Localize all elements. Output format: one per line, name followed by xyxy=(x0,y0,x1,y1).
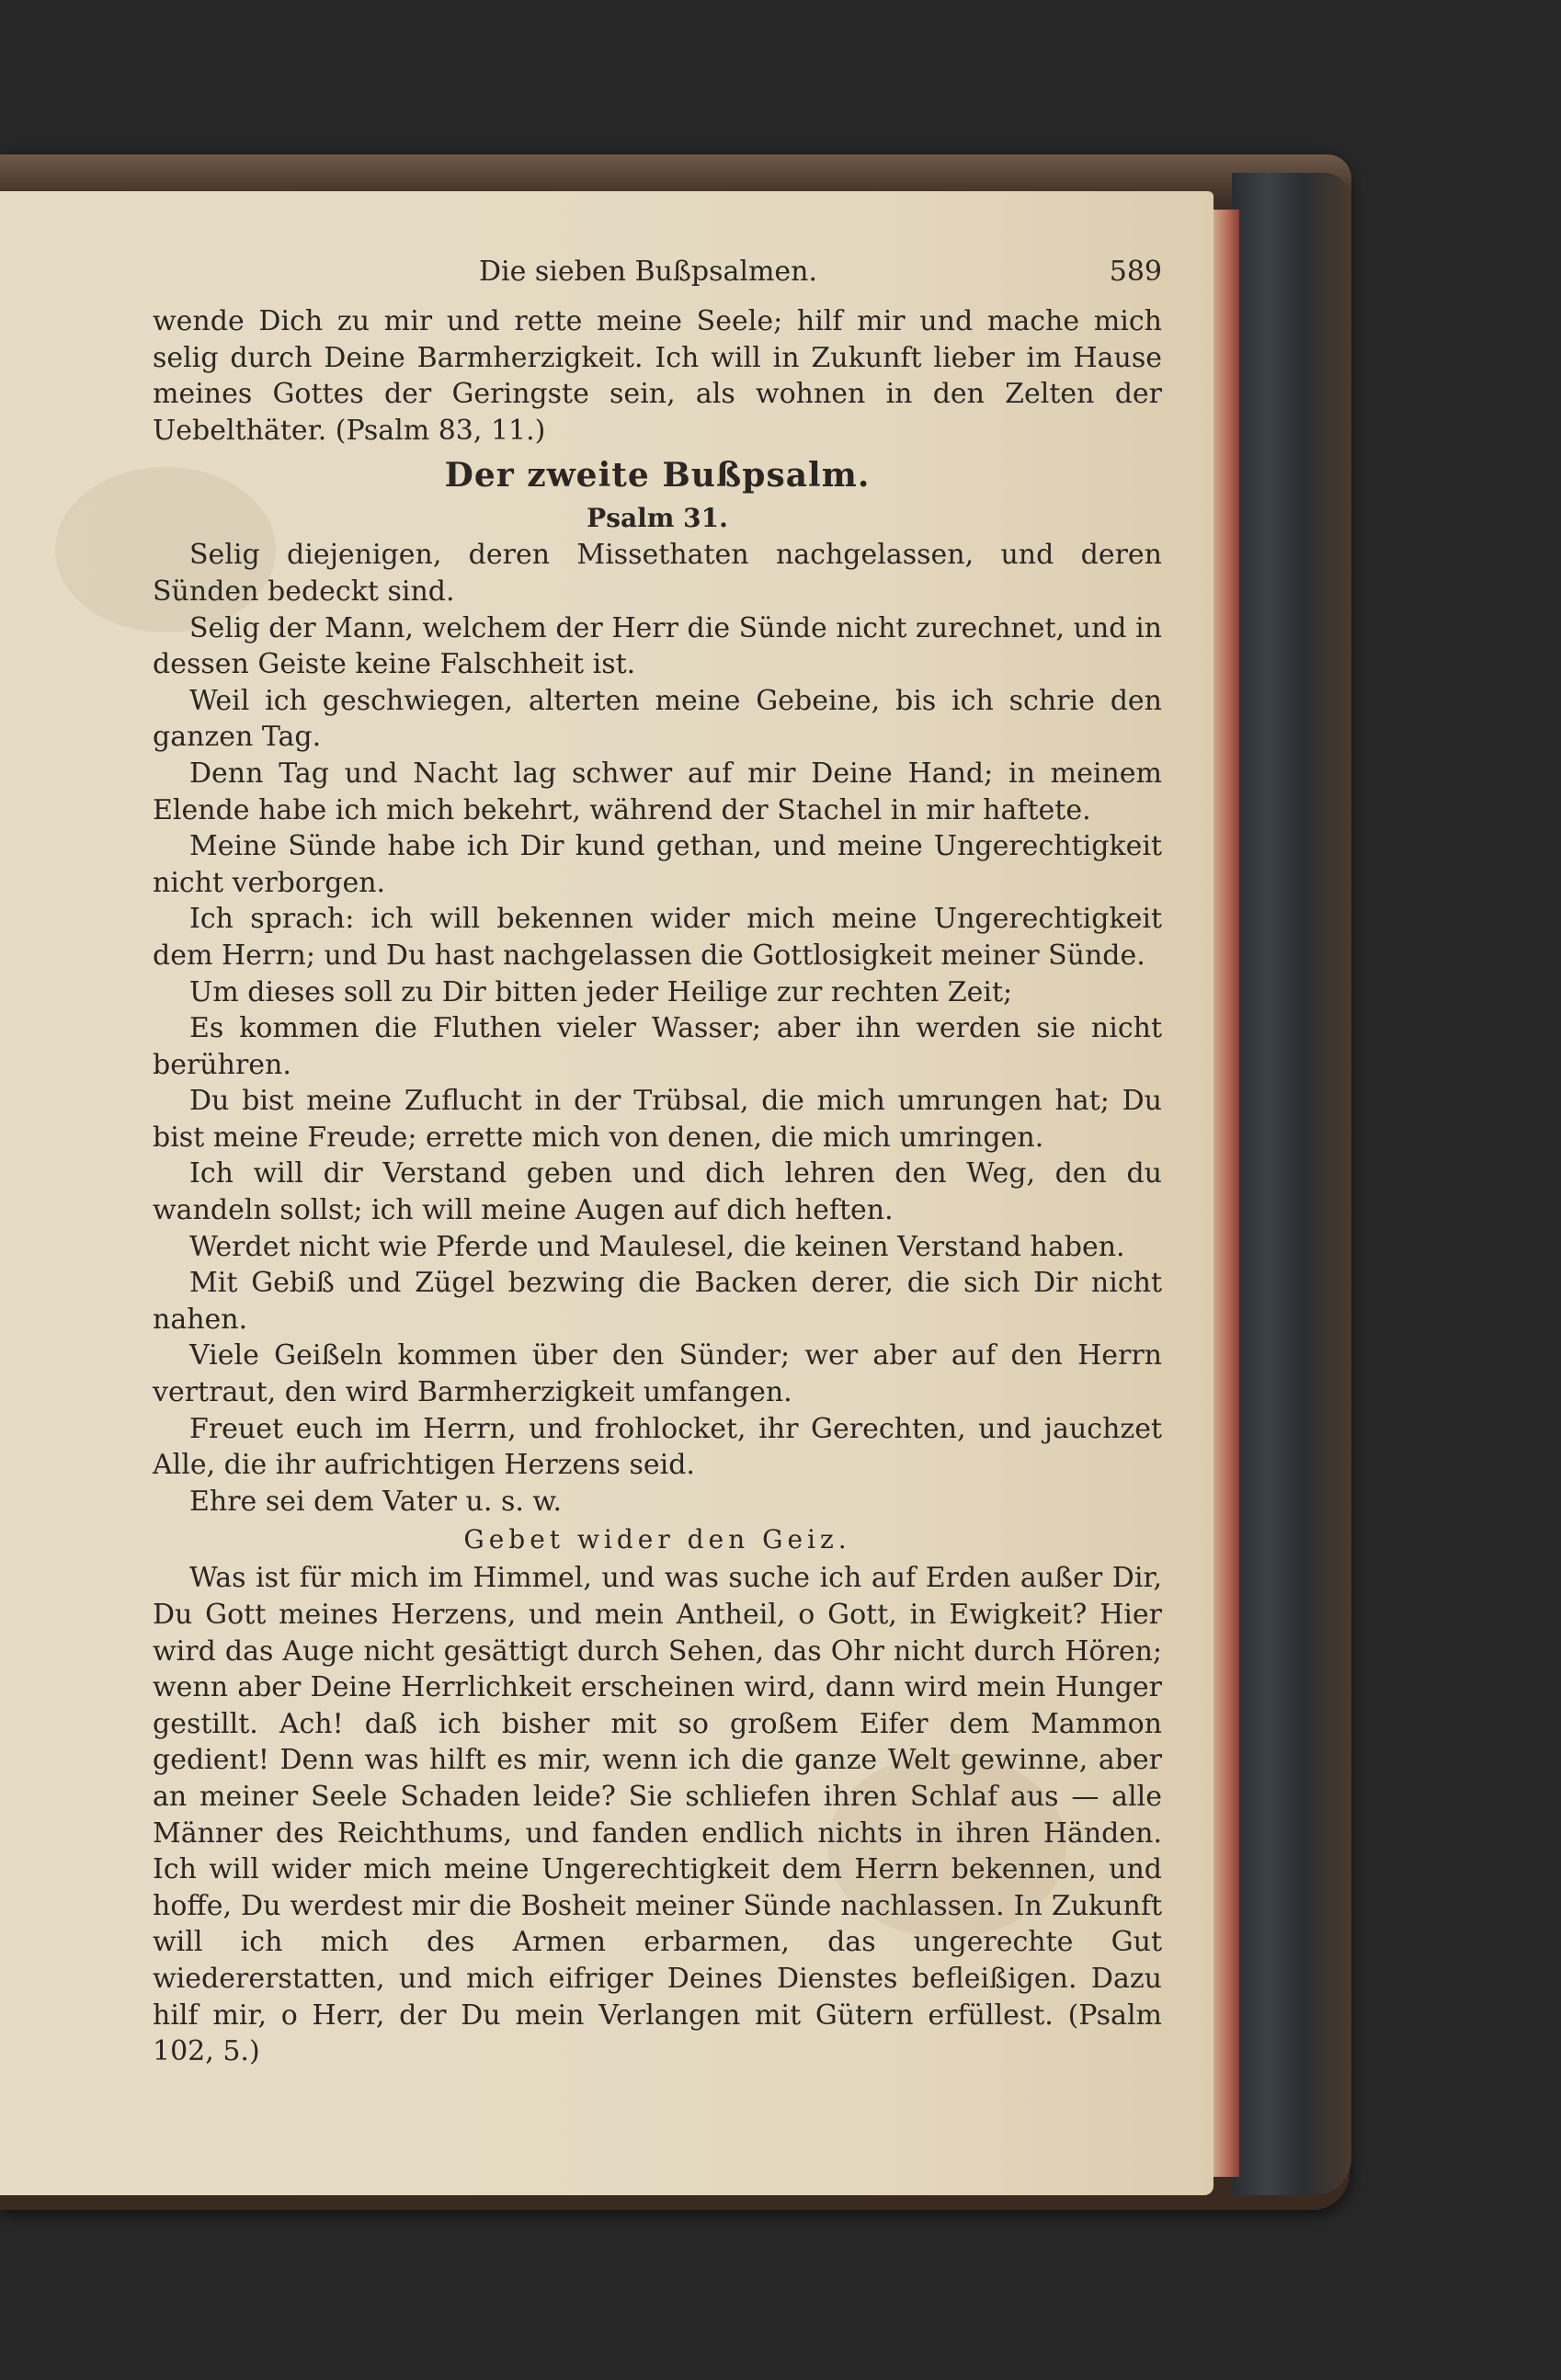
verse: Du bist meine Zuflucht in der Trübsal, die mich umrungen hat; Du bist meine Freude; errette mich von denen, die mich umringen. xyxy=(153,1085,1162,1154)
verse: Denn Tag und Nacht lag schwer auf mir Deine Hand; in meinem Elende habe ich mich bekehrt, während der Stachel in mir haftete. xyxy=(153,757,1162,826)
book-spine xyxy=(1232,173,1351,2195)
prayer-title: Gebet wider den Geiz. xyxy=(463,1524,851,1555)
book-page xyxy=(0,191,1213,2195)
verse: Selig diejenigen, deren Missethaten nachgelassen, und deren Sünden bedeckt sind. xyxy=(153,539,1162,608)
prayer-paragraph: Was ist für mich im Himmel, und was suche ich auf Erden außer Dir, Du Gott meines Herzens, und mein Antheil, o Gott, in Ewigkeit? Hier wird das Auge nicht gesättigt durch Sehen, das Ohr nicht durch Hören; wenn aber Deine Herrlichkeit erscheinen wird, dann wird mein Hunger gestillt. Ach! daß ich bisher mit so großem Eifer dem Mammon gedient! Denn was hilft es mir, wenn ich die ganze Welt gewinne, aber an meiner Seele Schaden leide? Sie schliefen ihren Schlaf aus — alle Männer des Reichthums, und fanden endlich nichts in ihren Händen. Ich will wider mich meine Ungerechtigkeit dem Herrn bekennen, und hoffe, Du werdest mir die Bosheit meiner Sünde nachlassen. In Zukunft will ich mich des Armen erbarmen, das ungerechte Gut wiedererstatten, und mich eifriger Deines Dienstes befleißigen. Dazu hilf mir, o Herr, der Du mein Verlangen mit Gütern erfüllest. (Psalm 102, 5.) xyxy=(153,1562,1162,2068)
verse: Ich sprach: ich will bekennen wider mich meine Ungerechtigkeit dem Herrn; und Du hast nachgelassen die Gottlosigkeit meiner Sünde. xyxy=(153,903,1162,972)
verse: Freuet euch im Herrn, und frohlocket, ihr Gerechten, und jauchzet Alle, die ihr aufrichtigen Herzens seid. xyxy=(153,1412,1162,1482)
verse: Viele Geißeln kommen über den Sünder; wer aber auf den Herrn vertraut, den wird Barmherzigkeit umfangen. xyxy=(153,1339,1162,1409)
page-number: 589 xyxy=(1109,256,1162,288)
verse: Um dieses soll zu Dir bitten jeder Heilige zur rechten Zeit; xyxy=(189,975,1013,1008)
body-text xyxy=(153,303,1162,2070)
verse: Weil ich geschwiegen, alterten meine Gebeine, bis ich schrie den ganzen Tag. xyxy=(153,684,1162,754)
verse: Ich will dir Verstand geben und dich lehren den Weg, den du wandeln sollst; ich will meine Augen auf dich heften. xyxy=(153,1157,1162,1227)
verse: Mit Gebiß und Zügel bezwing die Backen derer, die sich Dir nicht nahen. xyxy=(153,1267,1162,1336)
running-head xyxy=(153,256,1162,303)
page-content xyxy=(153,256,1162,2070)
verse: Meine Sünde habe ich Dir kund gethan, und meine Ungerechtigkeit nicht verborgen. xyxy=(153,830,1162,899)
intro-paragraph: wende Dich zu mir und rette meine Seele; hilf mir und mache mich selig durch Deine Barmherzigkeit. Ich will in Zukunft lieber im Hause meines Gottes der Geringste sein, als wohnen in den Zelten der Uebelthäter. (Psalm 83, 11.) xyxy=(153,305,1162,447)
psalm-reference: Psalm 31. xyxy=(587,503,728,534)
verse: Ehre sei dem Vater u. s. w. xyxy=(189,1485,563,1518)
running-title: Die sieben Bußpsalmen. xyxy=(478,256,818,288)
verse: Es kommen die Fluthen vieler Wasser; aber ihn werden sie nicht berühren. xyxy=(153,1012,1162,1081)
verse: Selig der Mann, welchem der Herr die Sünde nicht zurechnet, und in dessen Geiste keine Falschheit ist. xyxy=(153,611,1162,681)
section-heading: Der zweite Bußpsalm. xyxy=(444,456,871,495)
book xyxy=(0,154,1350,2210)
verse: Werdet nicht wie Pferde und Maulesel, die keinen Verstand haben. xyxy=(189,1230,1125,1263)
